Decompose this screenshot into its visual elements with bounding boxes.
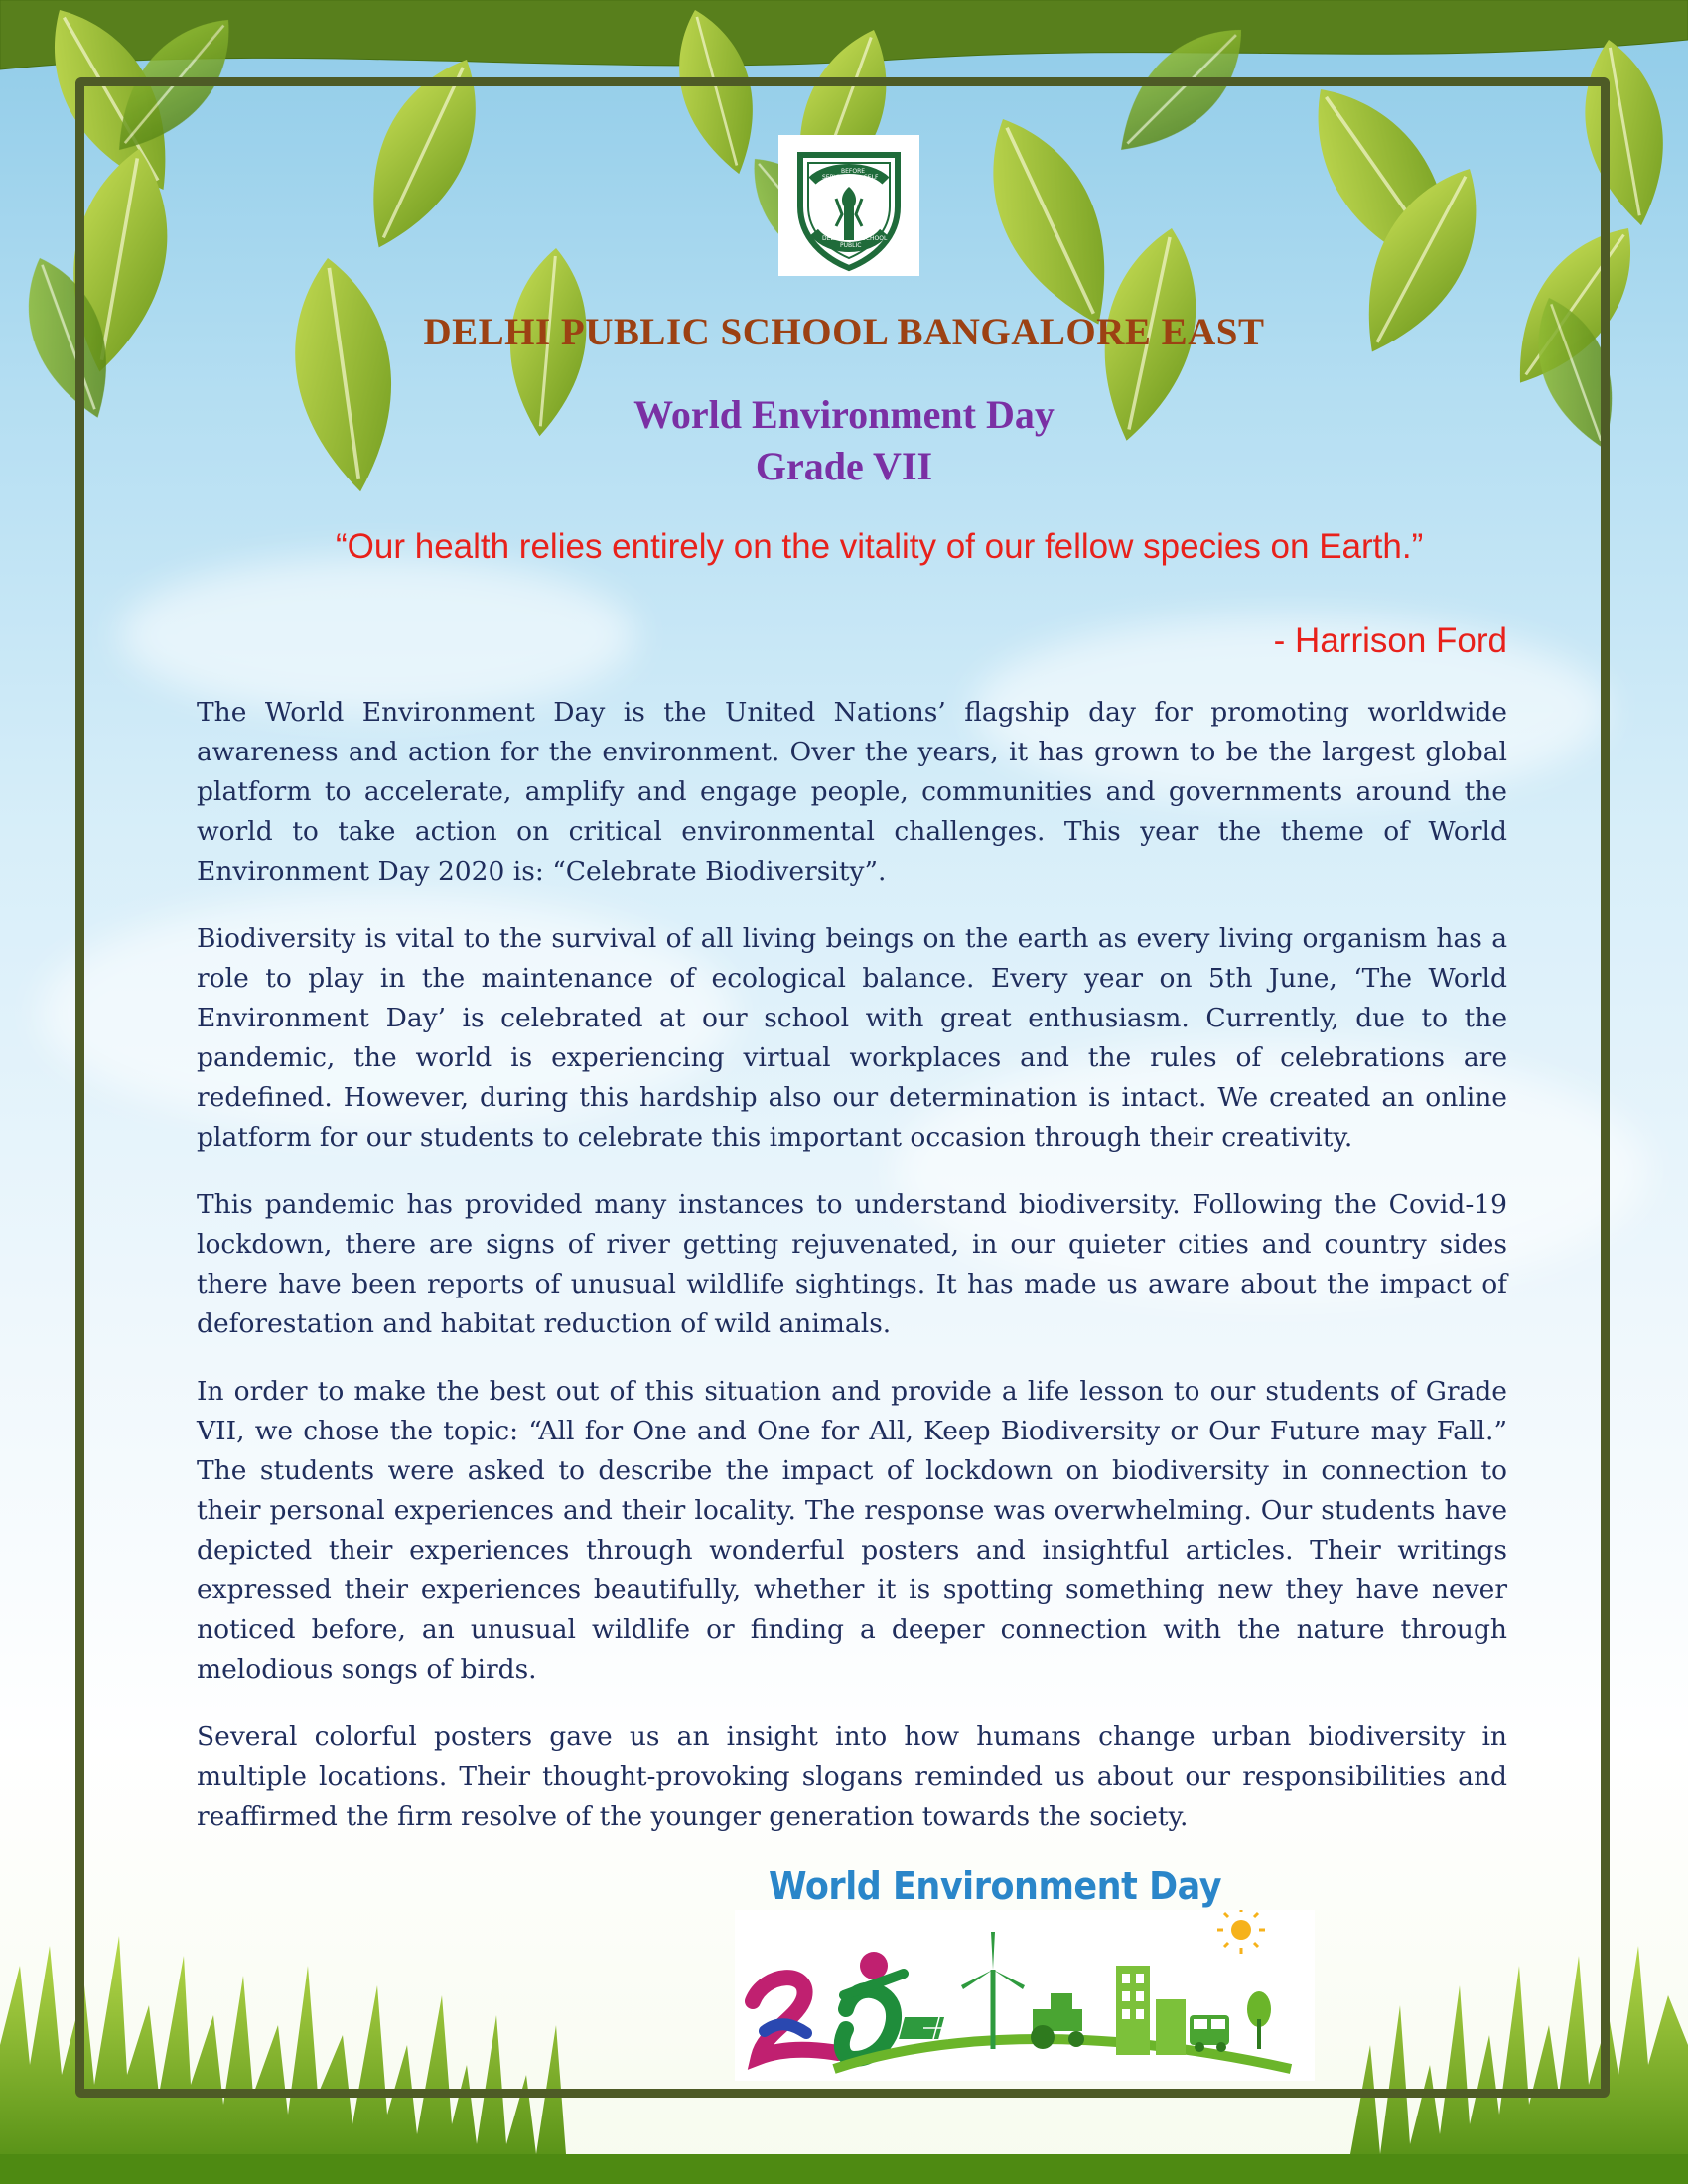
quote-author: - Harrison Ford <box>1273 621 1507 660</box>
school-name-heading: DELHI PUBLIC SCHOOL BANGALORE EAST <box>423 311 1265 353</box>
paragraph-biodiversity: Biodiversity is vital to the survival of all living beings on the earth as every living organism has a role to play in the maintenance of ecological balance. Every year on 5th June, ‘The World Environment Day’ is celebrated at our school with great enthusiasm. Currently, due to the pandemic, the world is experiencing virtual workplaces and the rules of celebrations are redefined. However, during this hardship also our determination is intact. We created an online platform for our students to celebrate this important occasion through their creativity. <box>197 923 1507 1153</box>
paragraph-intro: The World Environment Day is the United Nations’ flagship day for promoting worldwide awareness and action for the environment. Over the years, it has grown to be the largest global platform to accelerate, amplify and engage people, communities and governments around the world to take action on critical environmental challenges. This year the theme of World Environment Day 2020 is: “Celebrate Biodiversity”. <box>197 697 1507 887</box>
school-crest-icon <box>778 135 919 276</box>
school-logo <box>778 135 919 276</box>
article-body <box>197 693 1507 1864</box>
environment-day-logo-title: World Environment Day <box>769 1864 1222 1908</box>
crest-ribbon-text: BEFORE <box>841 168 866 175</box>
crest-bottom-text: SCHOOL <box>862 235 888 242</box>
paragraph-activity: In order to make the best out of this situation and provide a life lesson to our students of Grade VII, we chose the topic: “All for One and One for All, Keep Biodiversity or Our Future may Fall.” The students were asked to describe the impact of lockdown on biodiversity in connection to their personal experiences and their locality. The response was overwhelming. Our students have depicted their experiences through wonderful posters and insightful articles. Their writings expressed their experiences beautifully, whether it is spotting something new they have never noticed before, an unusual wildlife or finding a deeper connection with the nature through melodious songs of birds. <box>197 1376 1507 1685</box>
event-title: World Environment Day <box>633 392 1055 437</box>
event-grade: Grade VII <box>755 444 933 488</box>
crest-ribbon-text: SELF <box>864 174 879 181</box>
crest-ribbon-text: SERVICE <box>822 174 848 181</box>
quote-text: “Our health relies entirely on the vitality of our fellow species on Earth.” <box>336 527 1424 566</box>
paragraph-posters: Several colorful posters gave us an insight into how humans change urban biodiversity in multiple locations. Their thought-provoking slogans reminded us about our responsibilities and reaffirmed the firm resolve of the younger generation towards the society. <box>197 1721 1507 1832</box>
environment-day-2020-logo-icon <box>735 1910 1315 2081</box>
crest-bottom-text: DELHI <box>822 235 841 242</box>
paragraph-pandemic: This pandemic has provided many instances to understand biodiversity. Following the Covid-19 lockdown, there are signs of river getting rejuvenated, in our quieter cities and country sides there have been reports of unusual wildlife sightings. It has made us aware about the impact of deforestation and habitat reduction of wild animals. <box>197 1189 1507 1339</box>
crest-bottom-text: PUBLIC <box>840 242 862 249</box>
